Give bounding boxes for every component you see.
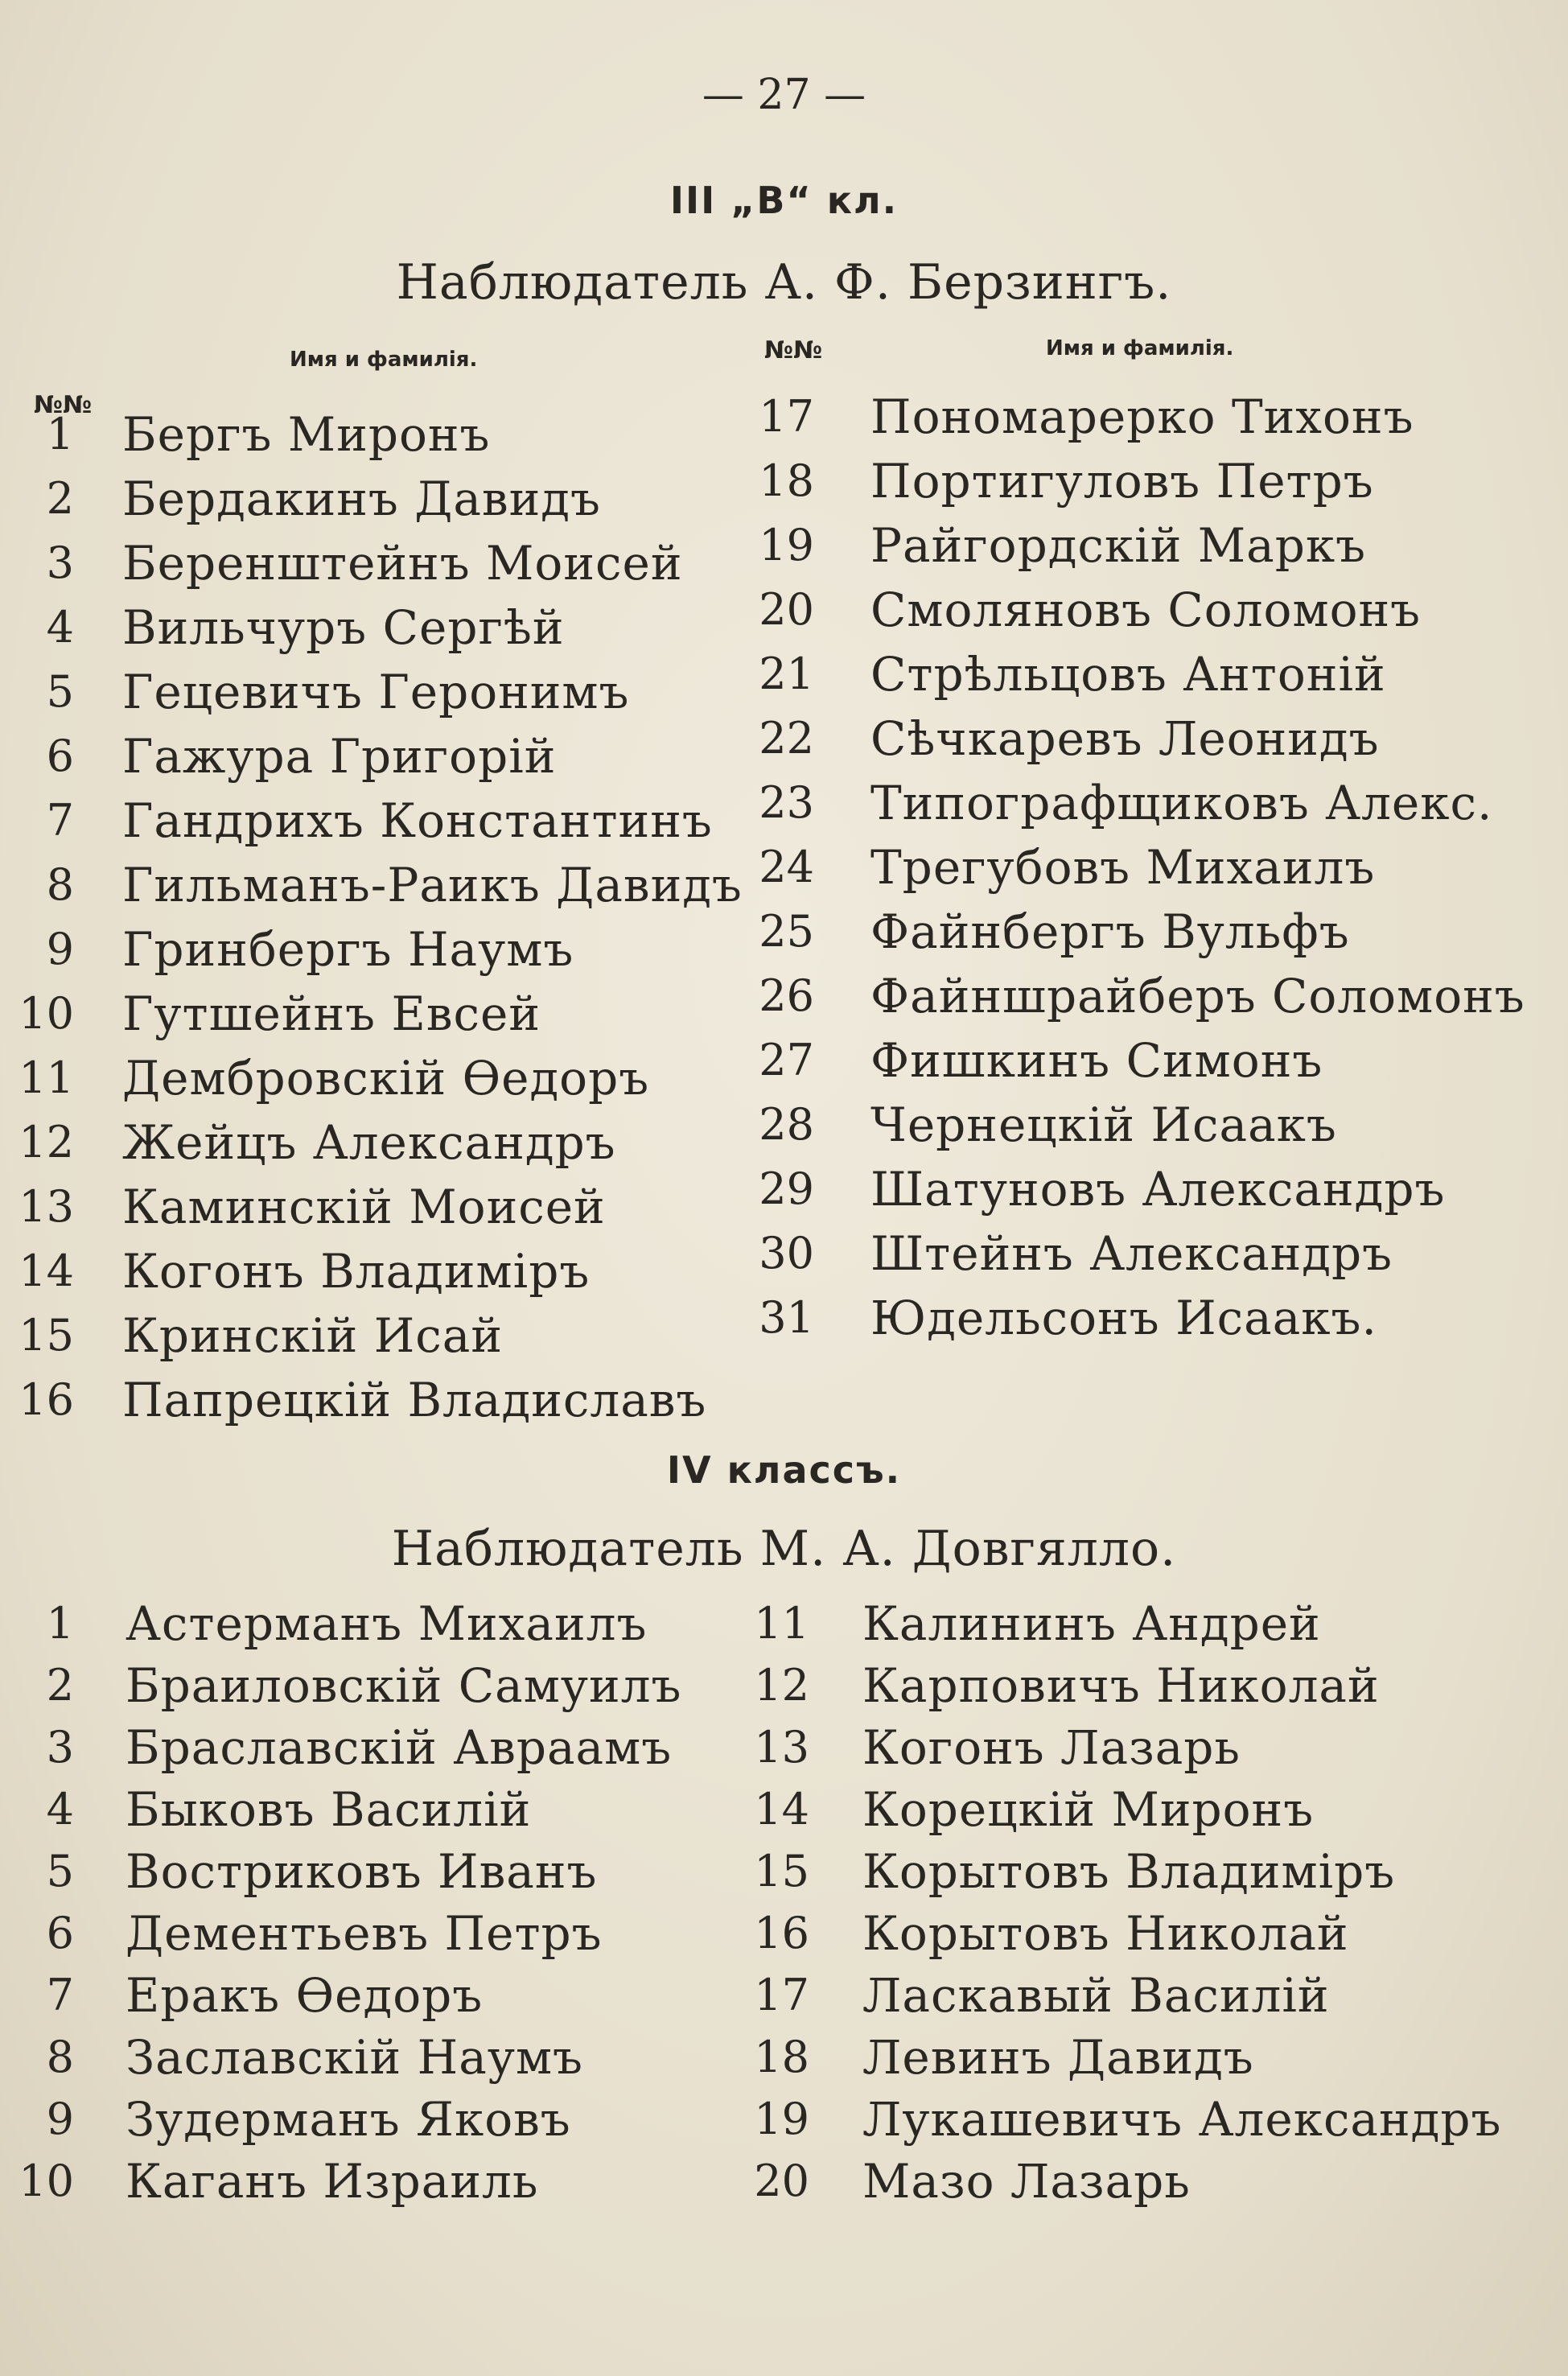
student-name: Фишкинъ Симонъ — [870, 1033, 1323, 1088]
student-name: Бергъ Миронъ — [122, 407, 491, 462]
list-item — [0, 1028, 1568, 1093]
student-name: Гутшейнъ Евсей — [122, 986, 541, 1041]
student-name: Папрецкій Владиславъ — [122, 1373, 707, 1427]
list-item — [0, 1286, 1568, 1350]
student-number: 2 — [46, 1660, 74, 1711]
list-item — [0, 2087, 1568, 2152]
student-name: Беренштейнъ Моисей — [122, 536, 683, 591]
list-item — [0, 706, 1568, 771]
student-number: 25 — [759, 906, 814, 957]
student-name: Каминскій Моисей — [122, 1180, 606, 1234]
student-number: 13 — [19, 1181, 74, 1232]
list-item — [0, 835, 1568, 900]
student-number: 9 — [46, 924, 74, 974]
student-name: Карповичъ Николай — [862, 1658, 1380, 1713]
student-number: 10 — [19, 2156, 74, 2206]
student-name: Стрѣльцовъ Антоній — [870, 647, 1386, 702]
student-number: 22 — [759, 713, 814, 764]
student-number: 10 — [19, 988, 74, 1039]
student-name: Корытовъ Владиміръ — [862, 1844, 1396, 1899]
observer-3b: Наблюдатель А. Ф. Берзингъ. — [396, 254, 1172, 311]
list-item — [0, 964, 1568, 1028]
student-number: 20 — [754, 2156, 809, 2206]
student-name: Файнбергъ Вульфъ — [870, 904, 1350, 959]
student-name: Востриковъ Иванъ — [126, 1844, 598, 1899]
list-item — [0, 771, 1568, 835]
student-name: Астерманъ Михаилъ — [126, 1596, 648, 1651]
student-number: 15 — [19, 1310, 74, 1361]
column-header-number-right: №№ — [764, 336, 823, 364]
list-item — [0, 1592, 1568, 1656]
student-name: Типографщиковъ Алекс. — [870, 776, 1493, 830]
student-number: 9 — [46, 2094, 74, 2144]
student-name: Быковъ Василій — [126, 1782, 532, 1837]
student-name: Вильчуръ Сергѣй — [122, 600, 565, 655]
student-name: Дембровскій Өедоръ — [122, 1051, 650, 1106]
student-number: 17 — [759, 391, 814, 442]
student-number: 4 — [46, 602, 74, 653]
student-name: Юдельсонъ Исаакъ. — [870, 1291, 1377, 1345]
list-item — [0, 1368, 1568, 1432]
list-item — [0, 2025, 1568, 2090]
student-name: Чернецкій Исаакъ — [870, 1097, 1337, 1152]
student-name: Ласкавый Василій — [862, 1968, 1330, 2023]
student-number: 16 — [19, 1374, 74, 1425]
student-name: Смоляновъ Соломонъ — [870, 583, 1422, 637]
class-title-3b: III „B“ кл. — [669, 179, 899, 222]
student-number: 20 — [759, 584, 814, 635]
student-name: Шатуновъ Александръ — [870, 1162, 1446, 1217]
student-number: 5 — [46, 1846, 74, 1896]
student-name: Дементьевъ Петръ — [126, 1906, 603, 1961]
list-item — [0, 1777, 1568, 1842]
student-number: 29 — [759, 1163, 814, 1214]
student-name: Еракъ Өедоръ — [126, 1968, 484, 2023]
student-number: 1 — [46, 1598, 74, 1649]
student-name: Левинъ Давидъ — [862, 2030, 1254, 2085]
list-item — [0, 578, 1568, 642]
student-name: Файншрайберъ Соломонъ — [870, 969, 1525, 1023]
list-item — [0, 385, 1568, 449]
student-number: 14 — [754, 1784, 809, 1835]
student-name: Кринскій Исай — [122, 1308, 504, 1363]
student-name: Гринбергъ Наумъ — [122, 922, 574, 977]
student-name: Гецевичъ Геронимъ — [122, 665, 630, 719]
list-item — [0, 642, 1568, 706]
column-header-name-right: Имя и фамилія. — [1046, 336, 1234, 360]
student-name: Бердакинъ Давидъ — [122, 471, 601, 526]
student-number: 15 — [754, 1846, 809, 1896]
list-item — [0, 449, 1568, 513]
list-item — [0, 2149, 1568, 2213]
student-number: 7 — [46, 795, 74, 846]
student-number: 16 — [754, 1908, 809, 1958]
list-item — [0, 1093, 1568, 1157]
list-item — [0, 1839, 1568, 1904]
student-name: Лукашевичъ Александръ — [862, 2092, 1502, 2147]
student-name: Каганъ Израиль — [126, 2154, 539, 2209]
student-number: 28 — [759, 1099, 814, 1150]
student-name: Гажура Григорій — [122, 729, 557, 784]
student-number: 3 — [46, 1722, 74, 1773]
student-number: 13 — [754, 1722, 809, 1773]
student-number: 1 — [46, 409, 74, 459]
student-number: 5 — [46, 666, 74, 717]
student-number: 3 — [46, 537, 74, 588]
student-number: 27 — [759, 1035, 814, 1085]
student-number: 18 — [754, 2032, 809, 2082]
student-number: 8 — [46, 859, 74, 910]
observer-4: Наблюдатель М. А. Довгялло. — [391, 1521, 1177, 1577]
list-item — [0, 1221, 1568, 1286]
student-name: Райгордскій Маркъ — [870, 518, 1367, 573]
student-number: 19 — [759, 520, 814, 570]
student-number: 11 — [19, 1052, 74, 1103]
student-name: Гандрихъ Константинъ — [122, 793, 713, 848]
student-name: Жейцъ Александръ — [122, 1115, 616, 1170]
list-item — [0, 1901, 1568, 1966]
student-number: 6 — [46, 731, 74, 781]
student-number: 24 — [759, 842, 814, 892]
student-number: 14 — [19, 1246, 74, 1296]
student-name: Браиловскій Самуилъ — [126, 1658, 682, 1713]
student-number: 23 — [759, 777, 814, 828]
list-item — [0, 900, 1568, 964]
student-name: Корытовъ Николай — [862, 1906, 1349, 1961]
student-number: 18 — [759, 455, 814, 506]
student-number: 8 — [46, 2032, 74, 2082]
student-number: 12 — [19, 1117, 74, 1167]
page-number: — 27 — — [702, 71, 866, 119]
student-name: Браславскій Авраамъ — [126, 1720, 673, 1775]
student-number: 7 — [46, 1970, 74, 2020]
student-number: 4 — [46, 1784, 74, 1835]
student-number: 21 — [759, 649, 814, 699]
student-name: Сѣчкаревъ Леонидъ — [870, 711, 1380, 766]
student-name: Гильманъ-Раикъ Давидъ — [122, 858, 743, 912]
class-title-4: IV классъ. — [666, 1448, 902, 1492]
student-name: Зудерманъ Яковъ — [126, 2092, 571, 2147]
student-number: 6 — [46, 1908, 74, 1958]
student-name: Корецкій Миронъ — [862, 1782, 1315, 1837]
list-item — [0, 1653, 1568, 1718]
column-header-number-left: №№ — [34, 391, 93, 419]
student-name: Портигуловъ Петръ — [870, 454, 1374, 509]
student-number: 11 — [754, 1598, 809, 1649]
student-name: Штейнъ Александръ — [870, 1226, 1393, 1281]
student-name: Калининъ Андрей — [862, 1596, 1321, 1651]
student-number: 31 — [759, 1292, 814, 1343]
list-item — [0, 1963, 1568, 2028]
student-number: 30 — [759, 1228, 814, 1279]
student-number: 2 — [46, 473, 74, 524]
student-name: Пономарерко Тихонъ — [870, 389, 1414, 444]
student-name: Трегубовъ Михаилъ — [870, 840, 1376, 895]
student-number: 17 — [754, 1970, 809, 2020]
list-item — [0, 1157, 1568, 1221]
student-name: Когонъ Владиміръ — [122, 1244, 591, 1299]
student-name: Когонъ Лазарь — [862, 1720, 1241, 1775]
column-header-name-left: Имя и фамилія. — [290, 348, 478, 372]
list-item — [0, 513, 1568, 578]
student-number: 12 — [754, 1660, 809, 1711]
student-number: 19 — [754, 2094, 809, 2144]
student-number: 26 — [759, 970, 814, 1021]
list-item — [0, 1715, 1568, 1780]
student-name: Заславскій Наумъ — [126, 2030, 583, 2085]
student-name: Мазо Лазарь — [862, 2154, 1191, 2209]
